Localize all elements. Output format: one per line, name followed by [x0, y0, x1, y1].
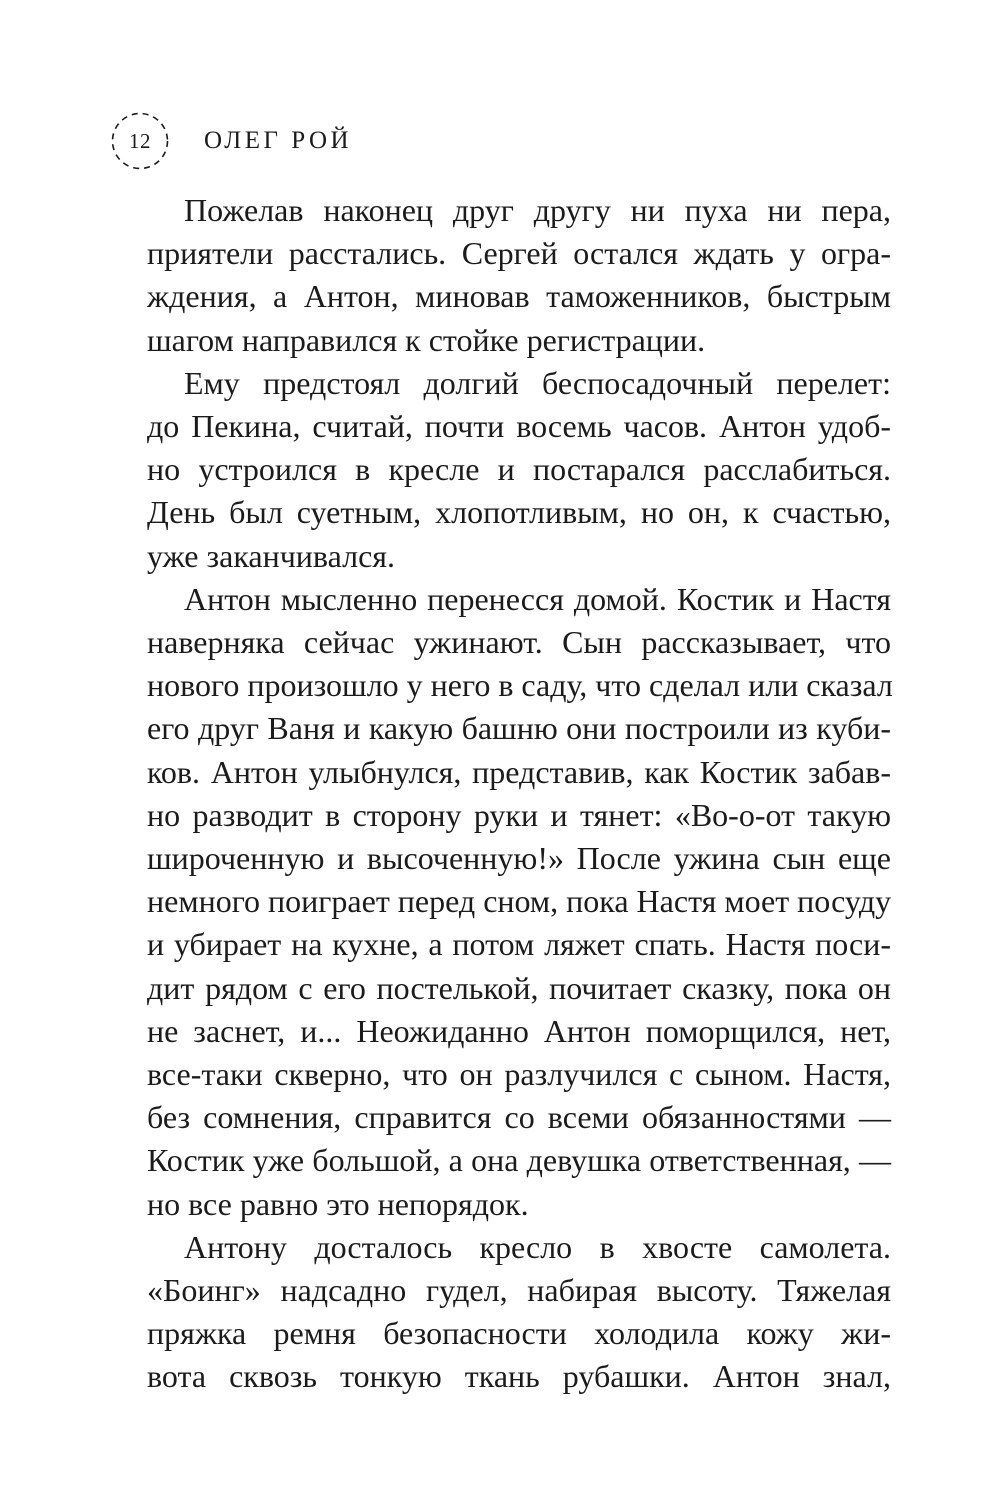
- paragraph: [147, 578, 891, 1226]
- paragraph: [147, 189, 891, 362]
- text-line: но разводит в сторону руки и тянет: «Во-о-от такую: [147, 796, 891, 833]
- text-line: Ему предстоял долгий беспосадочный перелет:: [184, 364, 891, 401]
- text-line: не заснет, и... Неожиданно Антон поморщился, нет,: [147, 1012, 891, 1049]
- text-line: уже заканчивался.: [147, 537, 395, 574]
- page-number: 12: [129, 129, 151, 153]
- text-line: «Боинг» надсадно гудел, набирая высоту. Тяжелая: [147, 1272, 891, 1309]
- text-line: но устроился в кресле и постарался расслабиться.: [147, 451, 891, 488]
- text-line: дит рядом с его постелькой, почитает сказку, пока он: [147, 969, 891, 1006]
- text-line: вота сквозь тонкую ткань рубашки. Антон знал,: [147, 1358, 891, 1395]
- text-line: все-таки скверно, что он разлучился с сыном. Настя,: [147, 1056, 891, 1093]
- paragraph: [147, 1226, 891, 1399]
- text-line: до Пекина, считай, почти восемь часов. Антон удоб-: [147, 408, 891, 445]
- text-line: ждения, а Антон, миновав таможенников, быстрым: [147, 278, 891, 315]
- text-line: приятели расстались. Сергей остался ждать у огра-: [147, 235, 891, 272]
- text-line: без сомнения, справится со всеми обязанностями —: [147, 1099, 891, 1136]
- page-number-badge: [108, 110, 172, 172]
- text-line: Пожелав наконец друг другу ни пуха ни пера,: [184, 192, 891, 228]
- text-line: немного поиграет перед сном, пока Настя моет посуду: [147, 883, 892, 920]
- text-line: его друг Ваня и какую башню они построили из куби-: [147, 710, 891, 747]
- text-line: Антон мысленно перенесся домой. Костик и Настя: [184, 580, 891, 617]
- text-line: широченную и высоченную!» После ужина сын еще: [147, 840, 891, 877]
- author-running-head: ОЛЕГ РОЙ: [204, 127, 353, 154]
- body-text: [147, 189, 891, 1399]
- text-line: нового произошло у него в саду, что сделал или сказал: [147, 667, 893, 704]
- text-line: но все равно это непорядок.: [147, 1185, 529, 1222]
- text-line: Антону досталось кресло в хвосте самолета.: [184, 1228, 891, 1265]
- running-header: [108, 110, 352, 172]
- text-line: наверняка сейчас ужинают. Сын рассказывает, что: [147, 624, 891, 661]
- paragraph: [147, 362, 891, 578]
- text-line: Костик уже большой, а она девушка ответственная, —: [147, 1142, 891, 1179]
- text-line: и убирает на кухне, а потом ляжет спать. Настя поси-: [147, 926, 891, 963]
- text-line: шагом направился к стойке регистрации.: [147, 321, 706, 358]
- text-line: ков. Антон улыбнулся, представив, как Костик забав-: [147, 753, 891, 790]
- text-line: пряжка ремня безопасности холодила кожу жи-: [147, 1315, 891, 1352]
- text-line: День был суетным, хлопотливым, но он, к счастью,: [147, 494, 891, 531]
